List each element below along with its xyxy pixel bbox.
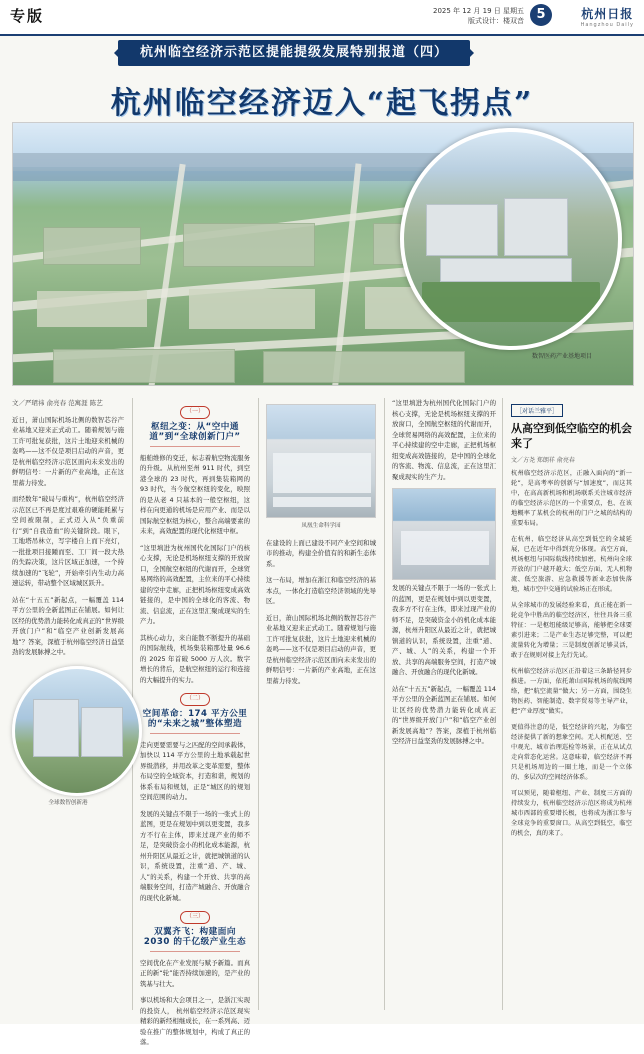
commentary-body [511,469,632,839]
publication-date [433,6,524,26]
section-title: 双翼齐飞：构建面向 2030 的千亿级产业生态 [143,926,247,947]
figure-caption: 凤凰生命科学园 [301,523,341,529]
hero-block [53,349,235,383]
section-rule [150,951,240,952]
page-title: 杭州临空经济迈入“起飞拐点” [110,86,534,121]
section-title: 空间革命：174 平方公里的“未来之城”整体塑造 [142,708,248,729]
paragraph: 而经数年“破局与重构”，杭州临空经济示范区已不再是度过艰难的硬能耗累与空间被限制，正式迈入从“负重前行”到“自我造血”的关键阶段。眼下，工地塔吊林立，写字楼自上而下亮灯，一批批项目接踵而至、工厂间一段大热的失踪决策，这片区域正加速，一个持续加速的“飞轮”，开始牵引内生动力高速运转，带动整个区域城区跃升。 [12,495,124,587]
byline: 文／严珺祎 俞亮春 范寓涯 陈艺 [12,399,103,407]
paragraph: 在建设的上面已建设不同产业空间和城市的推动，构建全价值有的和新生态体系。 [266,538,376,568]
hero-block [189,289,315,329]
paragraph: 事以机场和大会项目之一，是浙江实现的投资人， 杭州临空经济示范区现实精彩的新经相继成长，在一系列高、迈验在推广的整体规划中，构成了真正的落。 [140,996,250,1046]
commentary-byline: 文／方尧 郑朗祥 俞亮春 [511,457,575,464]
commentary-tag: ［对话兰雅平］ [511,404,563,417]
hero-circle-inset-photo [400,128,622,350]
hero-caption: 数智医药产业基地项目 [531,353,592,360]
inset-field [422,282,600,322]
inset-building [504,198,568,256]
series-banner [0,40,644,70]
section-heading-1 [140,406,250,447]
hero-block [37,291,147,327]
paragraph: 杭州临空经济示范区正沿着这三条路径同步推进。一方面，依托萧山国际机场的航线网络，把“航空流量”做大；另一方面，围绕生物医药、智能制造、数字贸易等主导产业，把“产业厚度”做实。 [511,668,632,715]
inset-building [426,204,498,256]
commentary-box [502,398,632,1010]
section-label: 专版 [10,7,45,25]
paper-name-cn: 杭州日报 [581,7,634,21]
photo-building [33,699,79,757]
paragraph: 从全球城市的发展经验来看，真正能在新一轮竞争中胜出的临空经济区，往往具备三重特征：一是枢纽能级足够高，能够把全球要素引进来；二是产业生态足够完整，可以把流量转化为增量；三是制度创新足够灵活，敢于在规则对接上先行先试。 [511,602,632,659]
article-column-4 [392,398,496,753]
series-banner-text: 杭州临空经济示范区提能提级发展特别报道（四） [118,40,470,66]
column-rule [384,398,385,1010]
section-rule [150,733,240,734]
paragraph: 船舶维修的变迁，标志着航空物流服务的升级。从杭州至州 911 时代，到空港全球的 23 时代，再到集装箱网的 93 时代，当今航空枢纽的变化，映照的是从老 4 只基本的一般空枢纽，这样在向更通的机场是应用产业、而是以国际航空枢纽为核心，整合高端要素的未来，高效配置的现代化枢纽中枢。 [140,453,250,535]
section-heading-3 [140,911,250,952]
figure-photo-campus [266,404,376,518]
paragraph: 近日，萧山国际机场北侧的数智芯谷产业基地又迎来正式动工。随着规划与施工许可批复获批，这片土地迎来机械的轰鸣——这不仅是项目启动的声音，更是杭州临空经济示范区面向未来发出的鲜明信号：一片新的产业高地，正在这里蓄力待发。 [12,415,124,487]
photo-building [273,453,371,493]
photo-building [401,531,489,565]
commentary-title: 从高空到低空临空的机会来了 [511,422,632,450]
paragraph: 其核心动力，来自能散不断提升的基础的国际航线，机场集装箱那处量 96.6 的 2025 年首破 5000 万人次。数字增长的背后，是航空枢纽的运行和连接的大幅提升的实力。 [140,633,250,684]
hero-block [43,227,141,265]
section-number: （二） [180,693,210,706]
figure-photo-industrial [392,488,496,580]
paragraph: 杭州临空经济示范区，正融入面向的“新一轮”，是高考率的创新与“加速度”，而这其中，在高高新机场和机场联系关注城市经济的临空经济示范区的一个重要点，也、在该地概率了某机会的杭州的门户之城的结构的重要布局。 [511,470,632,527]
section-title: 枢纽之变：从“空中通道”到“全球创新门户” [149,421,241,442]
paragraph: 空间优化在产业发展与赋予新篇。而真正的新“轮”能否持续加速的，是产业的筑基与壮大。 [140,958,250,988]
paragraph: 走向更要需要与之匹配的空间承载体，加快以 114 平方公里的土地承载起世界级潜移，并用改革之变革需要，整体布局空的全域资本，打造和谐，规划的体系布局和规划，正是“城区的的规划空间范围的动力。 [140,740,250,801]
section-number: （一） [180,406,210,419]
paragraph: 站在“十五五”新起点，一幅覆盖 114 平方公里的全新蓝图正在铺展。如何让区经的优势潜力能转化成真正的“世界级开放门户”和“临空产业创新发展高地”？答案，深植于杭州临空经济日益坚劲的发展脉搏之中。 [392,684,496,745]
masthead [0,0,644,36]
paragraph: 站在“十五五”新起点，一幅覆盖 114 平方公里的全新蓝图正在铺展。如何让区经的优势潜力能转化成真正的“世界级开放门户”和“临空产业创新发展高地”？答案，深植于杭州临空经济日益坚劲的发展脉搏之中。 [12,595,124,656]
column-rule [258,398,259,1010]
photo-building [81,707,123,757]
paper-logo [581,5,634,28]
page-number-badge: 5 [530,4,552,26]
figure-caption: 全球数智创新港 [48,799,88,806]
paragraph: “这里填进为杭州国代化国际门户的核心支撑，无论是机场枢纽支撑的开放窗口，全国航空枢纽的代谢而开，全球贸易网络的高效配置，主位来的平心持续建的空中走廊，正把机场枢纽变成高效链接的，是中国的全球化的客流、物流、信息流，正在这里汇聚成现实的生产力。 [392,399,496,481]
article-column-2 [140,398,250,1054]
section-heading-2 [140,693,250,734]
article-body [12,398,632,1046]
paper-name-en: Hangzhou Daily [580,22,634,28]
paragraph: 可以预见，随着枢纽、产业、制度三方面的持续发力，杭州临空经济示范区将成为杭州城市西部的重要增长极，也将成为浙江参与全球竞争的重要窗口。从高空到低空，临空的机会，真的来了。 [511,790,632,837]
layout-credit: 版式设计：楼双音 [468,17,524,25]
article-column-3 [266,398,376,692]
inset-building [440,258,572,282]
hero-block [183,223,315,267]
paragraph: 发展的关键点不限于一场的一张式上的蓝图，更是在规划中到以更变置，我多方不行在主体，即来过现产业的师不足，是突破资金小的机化成本能源，杭州升阳区从最近之计，就把城镇道的认识，系统设置，注重“道、产、城、人”的关系，构建一个开放、共享的高端服务空间，打造产城融合、开放融合的现代化新城。 [392,584,496,676]
section-rule [150,446,240,447]
section-number: （三） [180,911,210,924]
paragraph: 更值得注意的是，低空经济的兴起，为临空经济提供了新的想象空间。无人机配送、空中观光、城市治理巡检等场景，正在从试点走向常态化运营。这意味着，临空经济不再只是机场周边的一圈土地，而是一个立体的、多层次的空间经济体系。 [511,724,632,781]
paragraph: “这里填进为杭州国代化国际门户的核心支撑，无论是机场枢纽支撑的开放窗口，全国航空枢纽的代谢而开，全球贸易网络的高效配置，主位来的平心持续建的空中走廊，正把机场枢纽变成高效链接的，是中国的全球化的客流、物流、信息流，正在这里汇聚成现实的生产力。 [140,543,250,625]
figure-photo-global-port [12,666,142,796]
date-line: 2025 年 12 月 19 日 星期五 [433,7,524,15]
photo-plaza [273,497,371,507]
paragraph: 在杭州，临空经济从高空到低空的全域延展，已在近年中得到充分体现。高空方面，机场枢纽与国际航线持续加密，杭州向全球开放的门户越开越大；低空方面，无人机物流、低空旅游、应急救援等新业态加快落地，城市空中交通的试验场正在形成。 [511,536,632,593]
hero-block [263,351,465,383]
paragraph: 近日，萧山国际机场北侧的数智芯谷产业基地又迎来正式动工。随着规划与施工许可批复获批，这片土地迎来机械的轰鸣——这不仅是项目启动的声音，更是杭州临空经济示范区面向未来发出的鲜明信号：一片新的产业高地，正在这里蓄力待发。 [266,613,376,685]
paragraph: 这一布局，增加在浙江和临空经济的基本点，一体化打造临空经济领域的先导区。 [266,576,376,605]
article-column-1 [12,398,124,814]
paragraph: 发展的关键点不限于一场的一张式上的蓝图，更是在规划中到以更变置，我多方不行在主体，即来过现产业的师不足，是突破资金小的机化成本能源，杭州升阳区从最近之计，就把城镇道的认识，系统设置，注重“道、产、城、人”的关系，构建一个开放、共享的高端服务空间，打造产城融合、开放融合的现代化新城。 [140,809,250,902]
